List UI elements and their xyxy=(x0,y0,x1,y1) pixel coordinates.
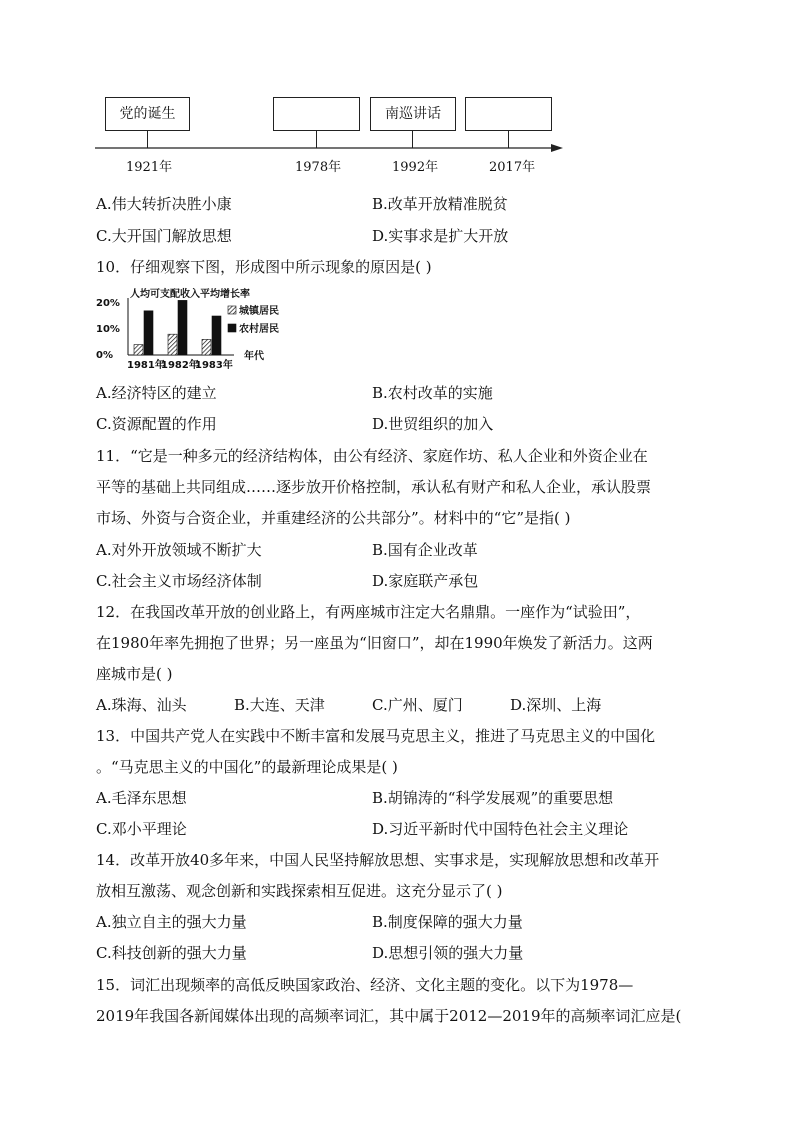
q13-option-b: B.胡锦涛的“科学发展观”的重要思想 xyxy=(372,789,614,807)
legend-label: 城镇居民 xyxy=(239,306,279,317)
q10-option-b: B.农村改革的实施 xyxy=(372,384,493,402)
timeline-box-1992: 南巡讲话 xyxy=(370,97,456,131)
timeline-box-1921: 党的诞生 xyxy=(105,97,190,131)
q11-line-2: 平等的基础上共同组成……逐步放开价格控制，承认私有财产和私人企业，承认股票 xyxy=(96,478,652,496)
y-tick-label: 20% xyxy=(96,298,120,309)
timeline-axis xyxy=(95,142,565,154)
q11-option-a: A.对外开放领域不断扩大 xyxy=(96,541,262,559)
q9-option-b: B.改革开放精准脱贫 xyxy=(372,195,508,213)
q10-option-a: A.经济特区的建立 xyxy=(96,384,217,402)
q12-line-1: 12．在我国改革开放的创业路上，有两座城市注定大名鼎鼎。一座作为“试验田”， xyxy=(96,603,641,621)
q14-option-a: A.独立自主的强大力量 xyxy=(96,913,247,931)
income-growth-chart xyxy=(96,285,306,370)
chart-title: 人均可支配收入平均增长率 xyxy=(130,289,250,300)
timeline-year-label: 2017年 xyxy=(489,160,536,175)
q13-option-a: A.毛泽东思想 xyxy=(96,789,187,807)
bar-城镇居民-1982年 xyxy=(168,334,177,355)
q14-option-b: B.制度保障的强大力量 xyxy=(372,913,523,931)
timeline-box-1978 xyxy=(273,97,360,131)
q11-option-d: D.家庭联产承包 xyxy=(372,572,479,590)
legend-swatch xyxy=(228,306,236,314)
q12-line-2: 在1980年率先拥抱了世界；另一座虽为“旧窗口”，却在1990年焕发了新活力。这两 xyxy=(96,634,653,652)
q10-option-d: D.世贸组织的加入 xyxy=(372,415,494,433)
q11-option-b: B.国有企业改革 xyxy=(372,541,478,559)
timeline-box-2017 xyxy=(465,97,552,131)
timeline-year-label: 1992年 xyxy=(392,160,439,175)
q13-option-d: D.习近平新时代中国特色社会主义理论 xyxy=(372,820,629,838)
q13-line-1: 13．中国共产党人在实践中不断丰富和发展马克思主义，推进了马克思主义的中国化 xyxy=(96,727,656,745)
q15-line-1: 15．词汇出现频率的高低反映国家政治、经济、文化主题的变化。以下为1978— xyxy=(96,976,634,994)
q13-option-c: C.邓小平理论 xyxy=(96,820,187,838)
q14-option-d: D.思想引领的强大力量 xyxy=(372,944,524,962)
q11-option-c: C.社会主义市场经济体制 xyxy=(96,572,262,590)
legend-swatch xyxy=(228,324,236,332)
bar-农村居民-1981年 xyxy=(144,311,153,355)
bar-城镇居民-1983年 xyxy=(202,339,211,355)
legend-label: 农村居民 xyxy=(239,324,279,335)
bar-农村居民-1982年 xyxy=(178,300,187,355)
q11-line-1: 11．“它是一种多元的经济结构体，由公有经济、家庭作坊、私人企业和外资企业在 xyxy=(96,447,648,465)
q11-line-3: 市场、外资与合资企业，并重建经济的公共部分”。材料中的“它”是指( ) xyxy=(96,509,571,527)
chart-xlabel: 年代 xyxy=(244,351,264,362)
q9-option-c: C.大开国门解放思想 xyxy=(96,227,232,245)
x-tick-label: 1983年 xyxy=(195,360,233,370)
q14-line-2: 放相互激荡、观念创新和实践探索相互促进。这充分显示了( ) xyxy=(96,882,503,900)
q12-option-b: B.大连、天津 xyxy=(234,696,325,714)
q9-option-a: A.伟大转折决胜小康 xyxy=(96,195,232,213)
bar-城镇居民-1981年 xyxy=(134,345,143,355)
q10-stem: 10．仔细观察下图，形成图中所示现象的原因是( ) xyxy=(96,258,432,276)
q9-option-d: D.实事求是扩大开放 xyxy=(372,227,509,245)
q12-line-3: 座城市是( ) xyxy=(96,665,173,683)
q12-option-c: C.广州、厦门 xyxy=(372,696,463,714)
q13-line-2: 。“马克思主义的中国化”的最新理论成果是( ) xyxy=(96,758,398,776)
q12-option-a: A.珠海、汕头 xyxy=(96,696,187,714)
x-tick-label: 1982年 xyxy=(161,360,199,370)
q12-option-d: D.深圳、上海 xyxy=(510,696,602,714)
bar-农村居民-1983年 xyxy=(212,316,221,355)
x-tick-label: 1981年 xyxy=(127,360,165,370)
timeline-year-label: 1921年 xyxy=(126,160,173,175)
q14-line-1: 14．改革开放40多年来，中国人民坚持解放思想、实事求是，实现解放思想和改革开 xyxy=(96,851,660,869)
y-tick-label: 0% xyxy=(96,350,113,361)
q10-option-c: C.资源配置的作用 xyxy=(96,415,217,433)
timeline-year-label: 1978年 xyxy=(295,160,342,175)
q14-option-c: C.科技创新的强大力量 xyxy=(96,944,247,962)
q15-line-2: 2019年我国各新闻媒体出现的高频率词汇，其中属于2012—2019年的高频率词汇应是( xyxy=(96,1007,682,1025)
y-tick-label: 10% xyxy=(96,324,120,335)
